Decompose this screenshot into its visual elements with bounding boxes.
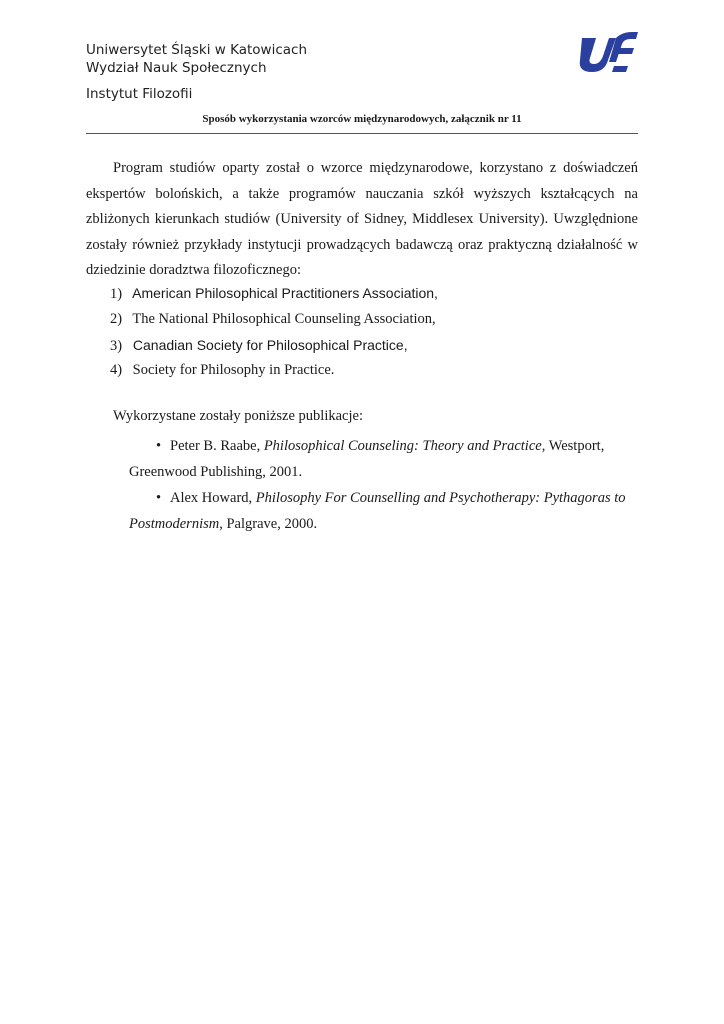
list-item xyxy=(110,285,438,303)
institute-name: Instytut Filozofii xyxy=(86,86,193,102)
publication-title: Postmodernism xyxy=(129,515,220,532)
list-item xyxy=(110,362,334,379)
list-text: Canadian Society for Philosophical Practice, xyxy=(132,337,408,353)
header-divider xyxy=(86,133,638,134)
bullet-icon: • xyxy=(156,438,162,454)
publication-details: , Palgrave, 2000. xyxy=(219,515,318,532)
list-text: The National Philosophical Counseling Association, xyxy=(132,311,436,327)
bullet-icon: • xyxy=(156,490,162,506)
publication-author: Peter B. Raabe, xyxy=(170,438,264,454)
intro-paragraph: Program studiów oparty został o wzorce międzynarodowe, korzystano z doświadczeń ekspertów bolońskich, a także programów nauczania szkół wyższych kształcących na zbliżonych kierunkach studiów (University of Sidney, Middlesex University). Uwzględnione zostały również przykłady instytucji prowadzących badawczą oraz praktyczną działalność w dziedzinie doradztwa filozoficznego: xyxy=(86,160,638,278)
list-number: 2) xyxy=(110,311,123,327)
list-number: 3) xyxy=(110,338,123,354)
list-number: 4) xyxy=(110,362,123,378)
list-number: 1) xyxy=(110,286,123,302)
list-item xyxy=(110,337,408,355)
list-item xyxy=(110,311,436,328)
publication-details: Greenwood Publishing, 2001. xyxy=(129,463,303,480)
publication-item xyxy=(86,486,638,537)
list-text: Society for Philosophy in Practice. xyxy=(132,362,335,378)
publication-item xyxy=(86,434,638,485)
document-subtitle: Sposób wykorzystania wzorców międzynarodowych, załącznik nr 11 xyxy=(202,113,522,125)
publications-intro: Wykorzystane zostały poniższe publikacje: xyxy=(113,408,363,424)
publication-title: Philosophy For Counselling and Psychotherapy: Pythagoras to xyxy=(255,490,626,506)
publication-author: Alex Howard, xyxy=(170,490,256,506)
list-text: American Philosophical Practitioners Association, xyxy=(132,285,438,301)
university-logo-icon xyxy=(576,30,640,74)
university-name: Uniwersytet Śląski w Katowicach xyxy=(86,42,308,58)
faculty-name: Wydział Nauk Społecznych xyxy=(86,60,267,76)
publication-title: Philosophical Counseling: Theory and Practice xyxy=(263,438,542,454)
publication-details: , Westport, xyxy=(541,438,605,454)
